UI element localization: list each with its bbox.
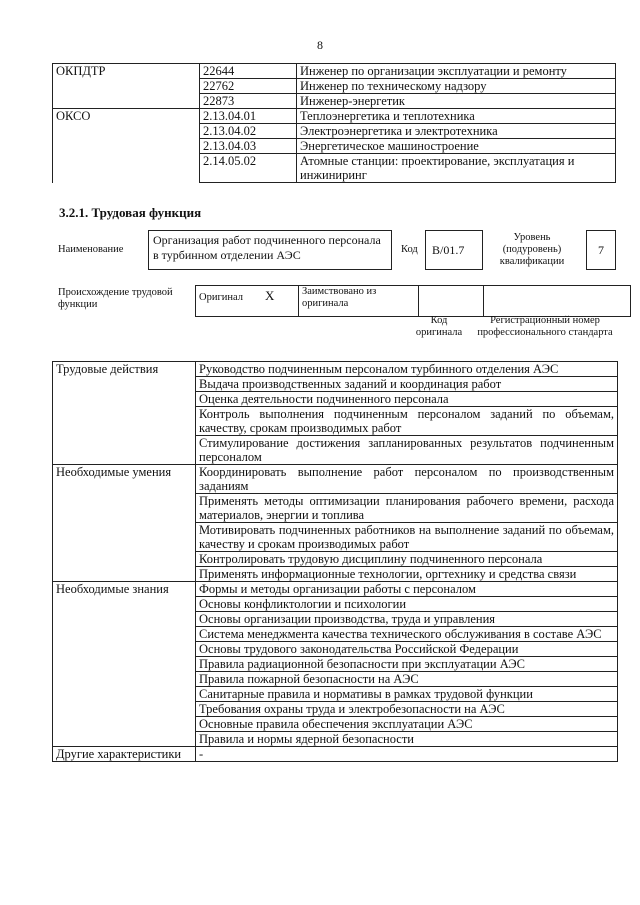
detail-item-cell: Руководство подчиненным персоналом турбинного отделения АЭС	[196, 362, 618, 377]
codes-name-cell: Инженер по организации эксплуатации и ремонту	[297, 64, 616, 79]
codes-row	[53, 139, 616, 154]
codes-name-cell: Инженер-энергетик	[297, 94, 616, 109]
borrowed-label: Заимствовано из оригинала	[299, 286, 419, 317]
registration-number-cell	[484, 286, 631, 317]
origin-label: Происхождение трудовой функции	[58, 287, 173, 310]
codes-code-cell: 2.13.04.03	[200, 139, 297, 154]
detail-item-cell: -	[196, 747, 618, 762]
detail-item-cell: Основы организации производства, труда и управления	[196, 612, 618, 627]
codes-row	[53, 109, 616, 124]
detail-item-cell: Контроль выполнения подчиненным персоналом заданий по объемам, качеству, срокам производимых работ	[196, 407, 618, 436]
detail-item-cell: Применять информационные технологии, оргтехнику и средства связи	[196, 567, 618, 582]
codes-row	[53, 64, 616, 79]
codes-classifier-cell: ОКСО	[53, 109, 200, 124]
detail-item-cell: Правила радиационной безопасности при эксплуатации АЭС	[196, 657, 618, 672]
qualification-level-field: 7	[586, 230, 616, 270]
detail-item-cell: Основные правила обеспечения эксплуатации АЭС	[196, 717, 618, 732]
detail-item-cell: Стимулирование достижения запланированных результатов подчиненным персоналом	[196, 436, 618, 465]
code-label: Код	[401, 244, 418, 255]
origin-table	[195, 285, 631, 317]
classifier-codes-table	[52, 63, 616, 183]
detail-item-cell: Санитарные правила и нормативы в рамках трудовой функции	[196, 687, 618, 702]
codes-code-cell: 2.14.05.02	[200, 154, 297, 183]
function-name-field: Организация работ подчиненного персонала в турбинном отделении АЭС	[148, 230, 392, 270]
detail-item-cell: Основы конфликтологии и психологии	[196, 597, 618, 612]
original-label: Оригинал	[196, 286, 263, 317]
detail-item-cell: Применять методы оптимизации планирования рабочего времени, расхода материалов, энергии и топлива	[196, 494, 618, 523]
codes-code-cell: 22873	[200, 94, 297, 109]
category-cell: Трудовые действия	[53, 362, 196, 465]
codes-row	[53, 79, 616, 94]
category-cell: Другие характеристики	[53, 747, 196, 762]
codes-code-cell: 22644	[200, 64, 297, 79]
detail-item-cell: Координировать выполнение работ персоналом по производственным заданиям	[196, 465, 618, 494]
codes-name-cell: Энергетическое машиностроение	[297, 139, 616, 154]
detail-item-cell: Оценка деятельности подчиненного персонала	[196, 392, 618, 407]
codes-row	[53, 124, 616, 139]
function-code-field: B/01.7	[425, 230, 483, 270]
codes-classifier-cell	[53, 154, 200, 183]
page-number: 8	[317, 38, 323, 52]
detail-item-cell: Мотивировать подчиненных работников на выполнение заданий по объемам, качеству и срокам производимых работ	[196, 523, 618, 552]
codes-name-cell: Электроэнергетика и электротехника	[297, 124, 616, 139]
detail-row	[53, 362, 618, 377]
detail-row	[53, 465, 618, 494]
codes-code-cell: 22762	[200, 79, 297, 94]
detail-item-cell: Правила и нормы ядерной безопасности	[196, 732, 618, 747]
detail-item-cell: Контролировать трудовую дисциплину подчиненного персонала	[196, 552, 618, 567]
codes-name-cell: Инженер по техническому надзору	[297, 79, 616, 94]
codes-code-cell: 2.13.04.01	[200, 109, 297, 124]
codes-classifier-cell	[53, 79, 200, 94]
codes-classifier-cell	[53, 139, 200, 154]
codes-classifier-cell: ОКПДТР	[53, 64, 200, 79]
codes-classifier-cell	[53, 124, 200, 139]
detail-item-cell: Правила пожарной безопасности на АЭС	[196, 672, 618, 687]
original-mark: X	[262, 286, 299, 317]
name-label: Наименование	[58, 244, 124, 255]
codes-code-cell: 2.13.04.02	[200, 124, 297, 139]
function-details-table	[52, 361, 618, 762]
section-title: 3.2.1. Трудовая функция	[59, 205, 202, 220]
codes-classifier-cell	[53, 94, 200, 109]
category-cell: Необходимые умения	[53, 465, 196, 582]
registration-number-caption: Регистрационный номер профессионального стандарта	[477, 315, 613, 338]
original-code-cell	[419, 286, 484, 317]
codes-row	[53, 154, 616, 183]
codes-name-cell: Теплоэнергетика и теплотехника	[297, 109, 616, 124]
detail-item-cell: Основы трудового законодательства Российской Федерации	[196, 642, 618, 657]
detail-row	[53, 582, 618, 597]
original-code-caption: Код оригинала	[415, 315, 463, 338]
qualification-level-label: Уровень (подуровень) квалификации	[499, 232, 565, 267]
detail-item-cell: Формы и методы организации работы с персоналом	[196, 582, 618, 597]
category-cell: Необходимые знания	[53, 582, 196, 747]
detail-item-cell: Выдача производственных заданий и координация работ	[196, 377, 618, 392]
codes-row	[53, 94, 616, 109]
detail-item-cell: Требования охраны труда и электробезопасности на АЭС	[196, 702, 618, 717]
detail-item-cell: Система менеджмента качества технического обслуживания в составе АЭС	[196, 627, 618, 642]
codes-name-cell: Атомные станции: проектирование, эксплуатация и инжиниринг	[297, 154, 616, 183]
detail-row	[53, 747, 618, 762]
